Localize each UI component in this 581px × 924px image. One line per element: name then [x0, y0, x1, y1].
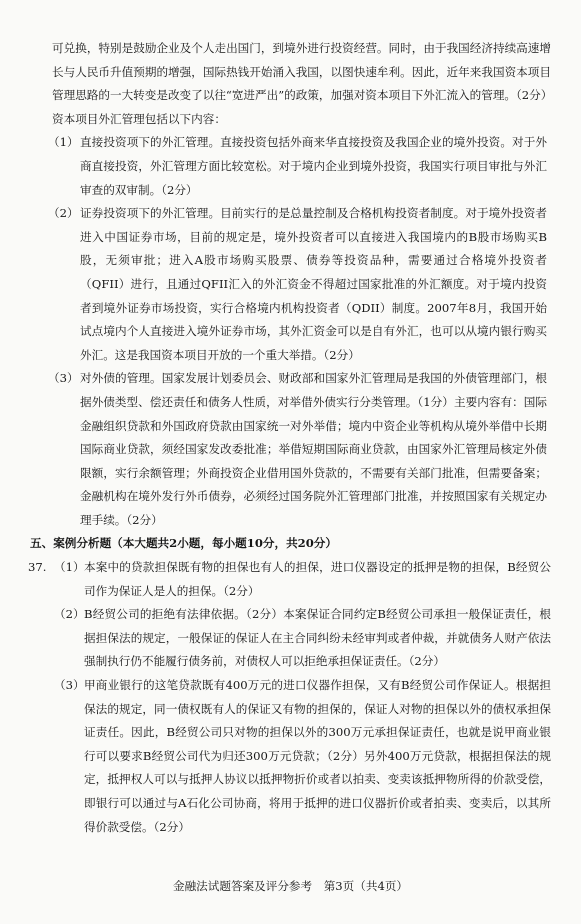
part-number: （2）	[54, 607, 85, 622]
question-part	[54, 674, 551, 839]
item-text: 对外债的管理。国家发展计划委员会、财政部和国家外汇管理局是我国的外债管理部门，根据外债类型、偿还责任和债务人性质，对举借外债实行分类管理。（1分）主要内容有：国际金融组织贷款和外国政府贷款由国家统一对外举借；境内中资企业等机构从境外举借中长期国际商业贷款，须经国家发改委批准；举借短期国际商业贷款，由国家外汇管理局核定外债限额，实行余额管理；外商投资企业借用国外贷款的，不需要有关部门批准，但需要备案；金融机构在境外发行外币债券，必须经过国务院外汇管理部门批准，并按照国家有关规定办理手续。（2分）	[80, 371, 547, 527]
list-item	[48, 131, 547, 202]
item-number: （3）	[48, 371, 79, 386]
part-number: （1）	[54, 560, 85, 575]
section-heading: 五、案例分析题（本大题共2小题，每小题10分，共20分）	[30, 536, 337, 551]
part-number: （3）	[54, 678, 85, 693]
item-text: 直接投资项下的外汇管理。直接投资包括外商来华直接投资及我国企业的境外投资。对于外商直接投资，外汇管理方面比较宽松。对于境内企业到境外投资，我国实行项目审批与外汇审查的双审制。（2分）	[80, 135, 547, 197]
item-number: （1）	[48, 135, 79, 150]
question-part	[54, 603, 551, 674]
item-number: （2）	[48, 206, 79, 221]
question-part	[28, 556, 551, 603]
part-text: 甲商业银行的这笔贷款既有400万元的进口仪器作担保，又有B经贸公司作保证人。根据担保法的规定，同一债权既有人的保证又有物的担保的，保证人对物的担保以外的债权承担保证责任。因此，B经贸公司只对物的担保以外的300万元承担保证责任，也就是说甲商业银行可以要求B经贸公司代为归还300万元贷款；（2分）另外400万元贷款，根据担保法的规定，抵押权人可以与抵押人协议以抵押物折价或者以拍卖、变卖该抵押物所得的价款受偿，即银行可以通过与A石化公司协商，将用于抵押的进口仪器折价或者拍卖、变卖后，以其所得价款受偿。（2分）	[84, 678, 551, 834]
intro-paragraph: 可兑换，特别是鼓励企业及个人走出国门，到境外进行投资经营。同时，由于我国经济持续高速增长与人民币升值预期的增强，国际热钱开始涌入我国，以图快速牟利。因此，近年来我国资本项目管理思路的一大转变是改变了以往“宽进严出”的政策，加强对资本项目下外汇流入的管理。（2分）	[52, 41, 553, 103]
question-number: 37.	[28, 560, 47, 575]
document-page	[0, 37, 581, 839]
list-item	[48, 367, 547, 532]
part-text: 本案中的贷款担保既有物的担保也有人的担保，进口仪器设定的抵押是物的担保，B经贸公司作为保证人是人的担保。（2分）	[84, 560, 551, 598]
list-item	[48, 202, 547, 367]
part-text: B经贸公司的拒绝有法律依据。（2分）本案保证合同约定B经贸公司承担一般保证责任，根据担保法的规定，一般保证的保证人在主合同纠纷未经审判或者仲裁，并就债务人财产依法强制执行仍不能履行债务前，对债权人可以拒绝承担保证责任。（2分）	[84, 607, 551, 669]
item-text: 证券投资项下的外汇管理。目前实行的是总量控制及合格机构投资者制度。对于境外投资者进入中国证券市场，目前的规定是，境外投资者可以直接进入我国境内的B股市场购买B股，无须审批；进入A股市场购买股票、债券等投资品种，需要通过合格境外投资者（QFII）进行，且通过QFII汇入的外汇资金不得超过国家批准的外汇额度。对于境内投资者到境外证券市场投资，实行合格境内机构投资者（QDII）制度。2007年8月，我国开始试点境内个人直接进入境外证券市场，其外汇资金可以是自有外汇，也可以从境内银行购买外汇。这是我国资本项目开放的一个重大举措。（2分）	[80, 206, 547, 362]
page-footer: 金融法试题答案及评分参考 第3页（共4页）	[172, 879, 409, 893]
capital-account-lead: 资本项目外汇管理包括以下内容：	[52, 111, 226, 126]
